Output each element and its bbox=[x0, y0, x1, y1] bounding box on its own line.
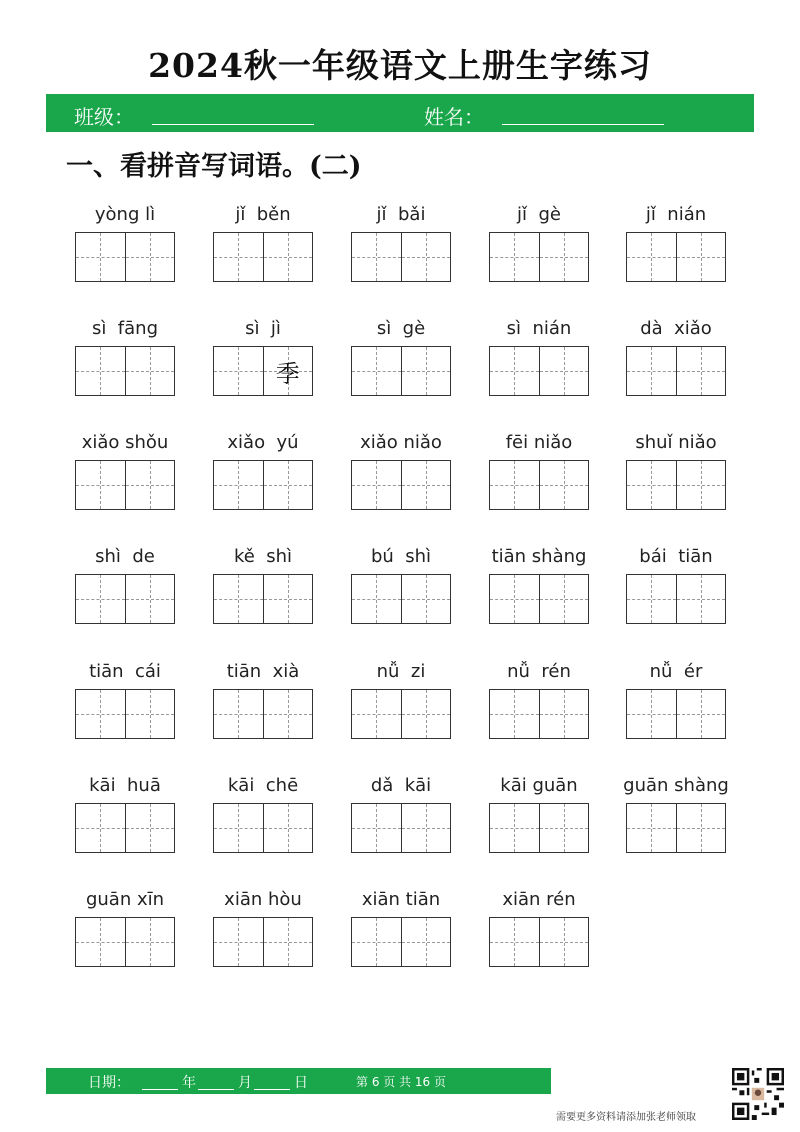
writing-square[interactable] bbox=[676, 575, 726, 623]
tianzige-box bbox=[626, 574, 726, 624]
pinyin-label: tiān xià bbox=[226, 661, 300, 682]
class-label: 班级： bbox=[74, 105, 134, 129]
written-character bbox=[627, 347, 676, 395]
writing-square[interactable] bbox=[352, 461, 401, 509]
tianzige-box bbox=[75, 917, 175, 967]
written-character bbox=[264, 575, 313, 623]
written-character bbox=[214, 918, 263, 966]
writing-square[interactable] bbox=[214, 690, 263, 738]
page-title: 2024秋一年级语文上册生字练习 bbox=[148, 46, 652, 85]
tianzige-box bbox=[489, 346, 589, 396]
written-character bbox=[490, 347, 539, 395]
written-character bbox=[677, 347, 726, 395]
pinyin-label: xiǎo yú bbox=[227, 432, 299, 453]
writing-square[interactable] bbox=[490, 233, 539, 281]
writing-square[interactable] bbox=[352, 347, 401, 395]
tianzige-box bbox=[489, 232, 589, 282]
tianzige-box bbox=[75, 346, 175, 396]
pinyin-label: xiǎo shǒu bbox=[81, 432, 169, 453]
written-character bbox=[76, 575, 125, 623]
pinyin-label: sì fāng bbox=[91, 318, 159, 339]
tianzige-box bbox=[213, 689, 313, 739]
written-character bbox=[352, 804, 401, 852]
writing-square[interactable] bbox=[676, 461, 726, 509]
writing-square[interactable] bbox=[676, 233, 726, 281]
tianzige-box bbox=[213, 574, 313, 624]
tianzige-box bbox=[213, 460, 313, 510]
written-character bbox=[214, 575, 263, 623]
month-label: 月 bbox=[238, 1075, 252, 1091]
pinyin-label: shuǐ niǎo bbox=[635, 432, 717, 453]
written-character bbox=[126, 918, 175, 966]
writing-square[interactable] bbox=[539, 233, 589, 281]
name-blank[interactable] bbox=[502, 124, 664, 125]
writing-square[interactable] bbox=[401, 918, 451, 966]
pinyin-label: guān shàng bbox=[623, 775, 729, 796]
tianzige-box bbox=[626, 803, 726, 853]
pinyin-label: dǎ kāi bbox=[370, 775, 432, 796]
writing-square[interactable] bbox=[125, 233, 175, 281]
writing-square[interactable] bbox=[263, 575, 313, 623]
written-character bbox=[126, 804, 175, 852]
writing-square[interactable] bbox=[627, 690, 676, 738]
pinyin-label: tiān shàng bbox=[491, 546, 587, 567]
writing-square[interactable] bbox=[676, 804, 726, 852]
name-label: 姓名： bbox=[424, 105, 484, 129]
writing-square[interactable] bbox=[401, 233, 451, 281]
tianzige-box bbox=[75, 232, 175, 282]
written-character bbox=[126, 461, 175, 509]
written-character bbox=[627, 804, 676, 852]
written-character bbox=[402, 461, 451, 509]
written-character bbox=[402, 575, 451, 623]
written-character bbox=[264, 804, 313, 852]
tianzige-box bbox=[626, 232, 726, 282]
writing-square[interactable] bbox=[627, 233, 676, 281]
writing-square[interactable] bbox=[627, 347, 676, 395]
pinyin-label: sì nián bbox=[506, 318, 572, 339]
writing-square[interactable] bbox=[125, 347, 175, 395]
pinyin-label: nǚ ér bbox=[649, 661, 703, 682]
writing-square[interactable] bbox=[263, 804, 313, 852]
writing-square[interactable] bbox=[490, 918, 539, 966]
writing-square[interactable] bbox=[214, 804, 263, 852]
writing-square[interactable] bbox=[401, 461, 451, 509]
writing-square[interactable] bbox=[76, 347, 125, 395]
written-character bbox=[402, 690, 451, 738]
pinyin-label: jǐ běn bbox=[235, 204, 291, 225]
pinyin-label: yòng lì bbox=[94, 204, 156, 225]
writing-square[interactable] bbox=[627, 804, 676, 852]
year-blank[interactable] bbox=[142, 1089, 178, 1090]
pinyin-label: nǚ rén bbox=[507, 661, 571, 682]
writing-square[interactable] bbox=[539, 347, 589, 395]
tianzige-box bbox=[351, 460, 451, 510]
tianzige-box bbox=[351, 917, 451, 967]
writing-square[interactable] bbox=[214, 233, 263, 281]
writing-square[interactable] bbox=[627, 575, 676, 623]
written-character bbox=[627, 233, 676, 281]
writing-square[interactable] bbox=[125, 804, 175, 852]
writing-square[interactable] bbox=[76, 690, 125, 738]
written-character bbox=[627, 575, 676, 623]
writing-square[interactable] bbox=[263, 690, 313, 738]
writing-square[interactable] bbox=[76, 461, 125, 509]
written-character bbox=[76, 347, 125, 395]
written-character bbox=[540, 918, 589, 966]
tianzige-box bbox=[213, 803, 313, 853]
pinyin-label: dà xiǎo bbox=[640, 318, 712, 339]
written-character bbox=[540, 461, 589, 509]
written-character bbox=[540, 233, 589, 281]
written-character bbox=[126, 690, 175, 738]
pinyin-label: fēi niǎo bbox=[505, 432, 573, 453]
writing-square[interactable] bbox=[352, 918, 401, 966]
written-character bbox=[677, 461, 726, 509]
writing-square[interactable] bbox=[676, 347, 726, 395]
year-label: 年 bbox=[182, 1075, 196, 1091]
written-character bbox=[490, 918, 539, 966]
written-character bbox=[677, 690, 726, 738]
written-character bbox=[402, 347, 451, 395]
day-label: 日 bbox=[294, 1075, 308, 1091]
footer-bar bbox=[46, 1068, 551, 1094]
written-character bbox=[490, 461, 539, 509]
tianzige-box bbox=[75, 689, 175, 739]
written-character bbox=[540, 347, 589, 395]
pinyin-label: xiān rén bbox=[502, 889, 576, 910]
written-character bbox=[264, 233, 313, 281]
pinyin-label: kāi guān bbox=[500, 775, 578, 796]
pinyin-label: nǚ zi bbox=[376, 661, 426, 682]
writing-square[interactable] bbox=[352, 575, 401, 623]
writing-square[interactable] bbox=[125, 690, 175, 738]
writing-square[interactable] bbox=[76, 918, 125, 966]
written-character bbox=[402, 918, 451, 966]
writing-square[interactable] bbox=[401, 804, 451, 852]
written-character bbox=[627, 461, 676, 509]
tianzige-box bbox=[489, 917, 589, 967]
writing-square[interactable] bbox=[76, 575, 125, 623]
pinyin-label: sì jì bbox=[245, 318, 281, 339]
writing-square[interactable] bbox=[676, 690, 726, 738]
tianzige-box bbox=[351, 689, 451, 739]
writing-square[interactable] bbox=[401, 347, 451, 395]
qr-code-icon bbox=[732, 1068, 784, 1120]
written-character bbox=[627, 690, 676, 738]
written-character bbox=[352, 918, 401, 966]
written-character bbox=[76, 690, 125, 738]
writing-square[interactable] bbox=[352, 804, 401, 852]
written-character bbox=[126, 347, 175, 395]
written-character bbox=[126, 575, 175, 623]
writing-square[interactable] bbox=[214, 347, 263, 395]
writing-square[interactable] bbox=[490, 575, 539, 623]
written-character bbox=[677, 233, 726, 281]
writing-square[interactable] bbox=[76, 233, 125, 281]
tianzige-box bbox=[75, 460, 175, 510]
writing-square[interactable] bbox=[352, 233, 401, 281]
writing-square[interactable] bbox=[490, 461, 539, 509]
written-character bbox=[264, 918, 313, 966]
writing-square[interactable] bbox=[539, 804, 589, 852]
writing-square[interactable] bbox=[263, 461, 313, 509]
written-character bbox=[677, 804, 726, 852]
tianzige-box bbox=[489, 574, 589, 624]
tianzige-box bbox=[213, 346, 313, 396]
written-character bbox=[677, 575, 726, 623]
pinyin-label: tiān cái bbox=[89, 661, 161, 682]
pinyin-label: bái tiān bbox=[639, 546, 713, 567]
pinyin-label: xiān hòu bbox=[224, 889, 302, 910]
header-bar bbox=[46, 94, 754, 132]
written-character bbox=[402, 233, 451, 281]
written-character: 季 bbox=[275, 359, 300, 388]
pinyin-label: xiān tiān bbox=[361, 889, 441, 910]
writing-square[interactable] bbox=[263, 233, 313, 281]
tianzige-box bbox=[489, 460, 589, 510]
page-info: 第 6 页 共 16 页 bbox=[356, 1075, 446, 1089]
written-character bbox=[264, 690, 313, 738]
writing-square[interactable] bbox=[263, 347, 313, 395]
written-character bbox=[352, 233, 401, 281]
written-character bbox=[264, 461, 313, 509]
written-character bbox=[76, 233, 125, 281]
written-character bbox=[76, 918, 125, 966]
written-character bbox=[214, 690, 263, 738]
written-character bbox=[490, 804, 539, 852]
pinyin-label: xiǎo niǎo bbox=[360, 432, 442, 453]
date-label: 日期： bbox=[88, 1075, 130, 1091]
writing-square[interactable] bbox=[214, 575, 263, 623]
tianzige-box bbox=[626, 346, 726, 396]
tianzige-box bbox=[489, 803, 589, 853]
written-character bbox=[402, 804, 451, 852]
writing-square[interactable] bbox=[401, 575, 451, 623]
writing-square[interactable] bbox=[352, 690, 401, 738]
written-character bbox=[490, 233, 539, 281]
pinyin-label: sì gè bbox=[376, 318, 426, 339]
writing-square[interactable] bbox=[627, 461, 676, 509]
written-character bbox=[352, 575, 401, 623]
tianzige-box bbox=[213, 917, 313, 967]
writing-square[interactable] bbox=[539, 918, 589, 966]
written-character bbox=[540, 690, 589, 738]
pinyin-label: jǐ gè bbox=[517, 204, 561, 225]
written-character bbox=[214, 804, 263, 852]
writing-square[interactable] bbox=[539, 690, 589, 738]
tianzige-box bbox=[213, 232, 313, 282]
tianzige-box bbox=[351, 232, 451, 282]
written-character bbox=[214, 461, 263, 509]
writing-square[interactable] bbox=[401, 690, 451, 738]
pinyin-label: shì de bbox=[95, 546, 155, 567]
writing-square[interactable] bbox=[125, 461, 175, 509]
writing-square[interactable] bbox=[539, 461, 589, 509]
writing-square[interactable] bbox=[214, 918, 263, 966]
writing-square[interactable] bbox=[539, 575, 589, 623]
writing-square[interactable] bbox=[125, 918, 175, 966]
pinyin-label: bú shì bbox=[370, 546, 432, 567]
written-character bbox=[76, 461, 125, 509]
writing-square[interactable] bbox=[263, 918, 313, 966]
pinyin-label: jǐ bǎi bbox=[376, 204, 426, 225]
written-character bbox=[540, 804, 589, 852]
section-title: 一、看拼音写词语。(二) bbox=[66, 151, 362, 182]
class-blank[interactable] bbox=[152, 124, 314, 125]
written-character bbox=[490, 575, 539, 623]
tianzige-box bbox=[351, 574, 451, 624]
pinyin-label: kāi huā bbox=[89, 775, 161, 796]
writing-square[interactable] bbox=[125, 575, 175, 623]
writing-square[interactable] bbox=[490, 347, 539, 395]
written-character bbox=[352, 347, 401, 395]
pinyin-label: kě shì bbox=[233, 546, 293, 567]
tianzige-box bbox=[351, 803, 451, 853]
tianzige-box bbox=[626, 689, 726, 739]
pinyin-label: guān xīn bbox=[85, 889, 165, 910]
pinyin-label: kāi chē bbox=[227, 775, 299, 796]
written-character bbox=[214, 347, 263, 395]
written-character bbox=[352, 690, 401, 738]
writing-square[interactable] bbox=[490, 804, 539, 852]
writing-square[interactable] bbox=[214, 461, 263, 509]
month-blank[interactable] bbox=[198, 1089, 234, 1090]
pinyin-label: jǐ nián bbox=[645, 204, 707, 225]
footer-note: 需要更多资料请添加张老师领取 bbox=[556, 1112, 696, 1123]
written-character bbox=[540, 575, 589, 623]
day-blank[interactable] bbox=[254, 1089, 290, 1090]
tianzige-box bbox=[626, 460, 726, 510]
writing-square[interactable] bbox=[76, 804, 125, 852]
written-character bbox=[490, 690, 539, 738]
written-character bbox=[76, 804, 125, 852]
written-character bbox=[352, 461, 401, 509]
written-character bbox=[126, 233, 175, 281]
written-character bbox=[214, 233, 263, 281]
tianzige-box bbox=[351, 346, 451, 396]
tianzige-box bbox=[75, 574, 175, 624]
tianzige-box bbox=[489, 689, 589, 739]
writing-square[interactable] bbox=[490, 690, 539, 738]
tianzige-box bbox=[75, 803, 175, 853]
